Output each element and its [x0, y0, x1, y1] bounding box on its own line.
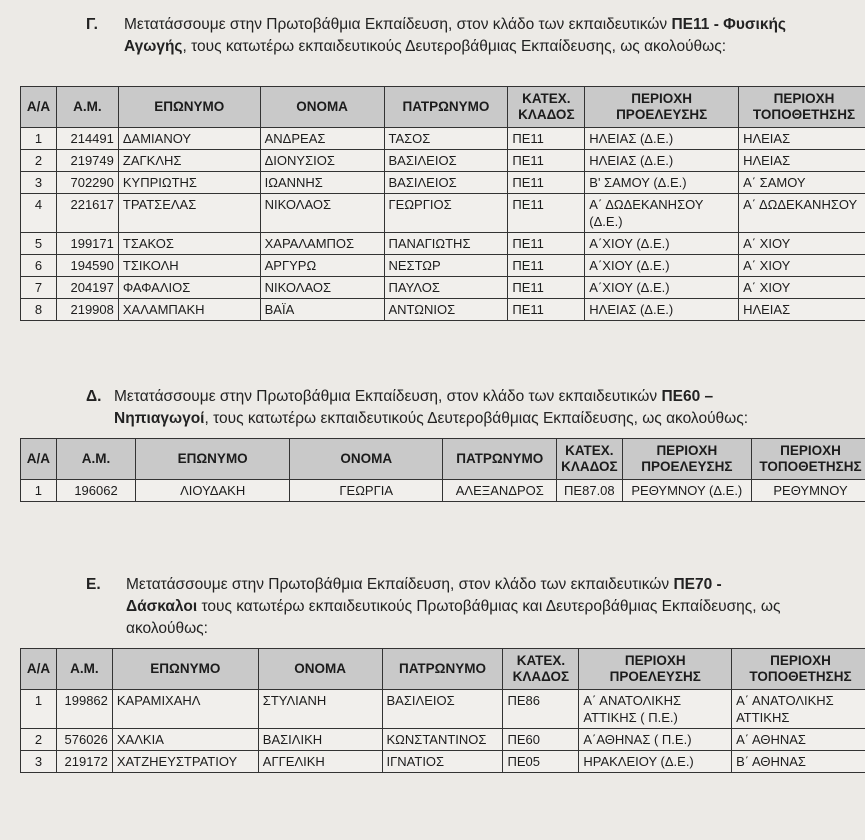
cell-klados: ΠΕ11	[508, 194, 585, 233]
section-g-text-pre: Μετατάσσουμε στην Πρωτοβάθμια Εκπαίδευση, στον κλάδο των εκπαιδευτικών	[124, 16, 672, 33]
cell-proeleusi: Α΄ΑΘΗΝΑΣ ( Π.Ε.)	[579, 729, 732, 751]
cell-topothetisi: ΡΕΘΥΜΝΟΥ	[752, 480, 865, 502]
cell-topothetisi: ΗΛΕΙΑΣ	[739, 299, 865, 321]
cell-onoma: ΔΙΟΝΥΣΙΟΣ	[260, 150, 384, 172]
section-g-paragraph	[86, 14, 786, 58]
cell-am: 219172	[56, 751, 112, 773]
cell-aa: 3	[21, 172, 57, 194]
cell-topothetisi: Α΄ ΔΩΔΕΚΑΝΗΣΟΥ	[739, 194, 865, 233]
cell-onoma: ΒΑΪΑ	[260, 299, 384, 321]
cell-topothetisi: Α΄ ΑΝΑΤΟΛΙΚΗΣ ΑΤΤΙΚΗΣ	[732, 690, 865, 729]
cell-topothetisi: Α΄ ΑΘΗΝΑΣ	[732, 729, 865, 751]
cell-eponymo: ΤΡΑΤΣΕΛΑΣ	[118, 194, 260, 233]
column-header-klados: ΚΑΤΕΧ. ΚΛΑΔΟΣ	[503, 649, 579, 690]
cell-klados: ΠΕ11	[508, 128, 585, 150]
cell-patronymo: ΤΑΣΟΣ	[384, 128, 508, 150]
cell-topothetisi: ΗΛΕΙΑΣ	[739, 150, 865, 172]
cell-eponymo: ΖΑΓΚΛΗΣ	[118, 150, 260, 172]
section-e-table	[20, 648, 865, 773]
cell-am: 199862	[56, 690, 112, 729]
cell-patronymo: ΙΓΝΑΤΙΟΣ	[382, 751, 503, 773]
table-row	[21, 128, 865, 150]
cell-onoma: ΣΤΥΛΙΑΝΗ	[258, 690, 382, 729]
column-header-topothetisi: ΠΕΡΙΟΧΗ ΤΟΠΟΘΕΤΗΣΗΣ	[752, 439, 865, 480]
cell-proeleusi: Β' ΣΑΜΟΥ (Δ.Ε.)	[585, 172, 739, 194]
cell-proeleusi: Α΄ΧΙΟΥ (Δ.Ε.)	[585, 233, 739, 255]
table-row	[21, 299, 865, 321]
cell-patronymo: ΚΩΝΣΤΑΝΤΙΝΟΣ	[382, 729, 503, 751]
cell-patronymo: ΒΑΣΙΛΕΙΟΣ	[382, 690, 503, 729]
cell-proeleusi: ΗΛΕΙΑΣ (Δ.Ε.)	[585, 150, 739, 172]
cell-topothetisi: Α΄ ΣΑΜΟΥ	[739, 172, 865, 194]
column-header-aa: Α/Α	[21, 87, 57, 128]
section-d-text-post: , τους κατωτέρω εκπαιδευτικούς Δευτεροβάθμιας Εκπαίδευσης, ως ακολούθως:	[204, 410, 749, 427]
cell-proeleusi: ΗΡΑΚΛΕΙΟΥ (Δ.Ε.)	[579, 751, 732, 773]
cell-am: 576026	[56, 729, 112, 751]
cell-am: 194590	[56, 255, 118, 277]
cell-aa: 5	[21, 233, 57, 255]
cell-onoma: ΒΑΣΙΛΙΚΗ	[258, 729, 382, 751]
cell-onoma: ΙΩΑΝΝΗΣ	[260, 172, 384, 194]
cell-am: 199171	[56, 233, 118, 255]
cell-proeleusi: ΗΛΕΙΑΣ (Δ.Ε.)	[585, 299, 739, 321]
cell-klados: ΠΕ87.08	[557, 480, 622, 502]
cell-aa: 1	[21, 128, 57, 150]
table-row	[21, 233, 865, 255]
table-header-row	[21, 649, 865, 690]
table-row	[21, 255, 865, 277]
cell-patronymo: ΑΛΕΞΑΝΔΡΟΣ	[443, 480, 557, 502]
cell-klados: ΠΕ11	[508, 299, 585, 321]
cell-onoma: ΑΝΔΡΕΑΣ	[260, 128, 384, 150]
cell-proeleusi: ΡΕΘΥΜΝΟΥ (Δ.Ε.)	[622, 480, 751, 502]
cell-eponymo: ΚΥΠΡΙΩΤΗΣ	[118, 172, 260, 194]
column-header-aa: Α/Α	[21, 649, 57, 690]
cell-am: 219908	[56, 299, 118, 321]
column-header-patronymo: ΠΑΤΡΩΝΥΜΟ	[384, 87, 508, 128]
section-d-table	[20, 438, 865, 502]
cell-klados: ΠΕ05	[503, 751, 579, 773]
column-header-topothetisi: ΠΕΡΙΟΧΗ ΤΟΠΟΘΕΤΗΣΗΣ	[732, 649, 865, 690]
cell-am: 214491	[56, 128, 118, 150]
cell-topothetisi: Β΄ ΑΘΗΝΑΣ	[732, 751, 865, 773]
column-header-proeleusi: ΠΕΡΙΟΧΗ ΠΡΟΕΛΕΥΣΗΣ	[622, 439, 751, 480]
table-header-row	[21, 439, 865, 480]
cell-klados: ΠΕ11	[508, 150, 585, 172]
cell-eponymo: ΧΑΤΖΗΕΥΣΤΡΑΤΙΟΥ	[112, 751, 258, 773]
cell-patronymo: ΝΕΣΤΩΡ	[384, 255, 508, 277]
table-row	[21, 194, 865, 233]
column-header-eponymo: ΕΠΩΝΥΜΟ	[118, 87, 260, 128]
cell-proeleusi: Α΄ΧΙΟΥ (Δ.Ε.)	[585, 277, 739, 299]
cell-am: 702290	[56, 172, 118, 194]
cell-eponymo: ΚΑΡΑΜΙΧΑΗΛ	[112, 690, 258, 729]
table-row	[21, 172, 865, 194]
cell-aa: 2	[21, 729, 57, 751]
cell-aa: 7	[21, 277, 57, 299]
column-header-eponymo: ΕΠΩΝΥΜΟ	[136, 439, 290, 480]
cell-eponymo: ΤΣΙΚΟΛΗ	[118, 255, 260, 277]
column-header-aa: Α/Α	[21, 439, 57, 480]
cell-aa: 8	[21, 299, 57, 321]
cell-aa: 1	[21, 480, 57, 502]
section-d-letter: Δ.	[86, 388, 102, 405]
cell-eponymo: ΦΑΦΑΛΙΟΣ	[118, 277, 260, 299]
cell-klados: ΠΕ11	[508, 172, 585, 194]
column-header-am: Α.Μ.	[56, 439, 136, 480]
column-header-patronymo: ΠΑΤΡΩΝΥΜΟ	[443, 439, 557, 480]
section-e-letter: Ε.	[86, 576, 101, 593]
cell-onoma: ΑΓΓΕΛΙΚΗ	[258, 751, 382, 773]
cell-patronymo: ΒΑΣΙΛΕΙΟΣ	[384, 172, 508, 194]
cell-patronymo: ΒΑΣΙΛΕΙΟΣ	[384, 150, 508, 172]
table-row	[21, 277, 865, 299]
cell-onoma: ΧΑΡΑΛΑΜΠΟΣ	[260, 233, 384, 255]
cell-topothetisi: ΗΛΕΙΑΣ	[739, 128, 865, 150]
cell-topothetisi: Α΄ ΧΙΟΥ	[739, 255, 865, 277]
cell-proeleusi: Α΄ ΑΝΑΤΟΛΙΚΗΣ ΑΤΤΙΚΗΣ ( Π.Ε.)	[579, 690, 732, 729]
cell-eponymo: ΧΑΛΚΙΑ	[112, 729, 258, 751]
cell-proeleusi: ΗΛΕΙΑΣ (Δ.Ε.)	[585, 128, 739, 150]
cell-onoma: ΑΡΓΥΡΩ	[260, 255, 384, 277]
table-row	[21, 480, 865, 502]
column-header-proeleusi: ΠΕΡΙΟΧΗ ΠΡΟΕΛΕΥΣΗΣ	[585, 87, 739, 128]
cell-onoma: ΝΙΚΟΛΑΟΣ	[260, 194, 384, 233]
table-row	[21, 751, 865, 773]
section-g-letter: Γ.	[86, 16, 98, 33]
cell-topothetisi: Α΄ ΧΙΟΥ	[739, 233, 865, 255]
cell-eponymo: ΔΑΜΙΑΝΟΥ	[118, 128, 260, 150]
cell-am: 196062	[56, 480, 136, 502]
section-g-table	[20, 86, 865, 321]
cell-onoma: ΝΙΚΟΛΑΟΣ	[260, 277, 384, 299]
column-header-onoma: ΟΝΟΜΑ	[260, 87, 384, 128]
section-d-text-pre: Μετατάσσουμε στην Πρωτοβάθμια Εκπαίδευση, στον κλάδο των εκπαιδευτικών	[114, 388, 662, 405]
cell-onoma: ΓΕΩΡΓΙΑ	[290, 480, 443, 502]
table-row	[21, 690, 865, 729]
cell-aa: 1	[21, 690, 57, 729]
section-e-bold: ΠΕ70 - Δάσκαλοι	[126, 576, 722, 615]
section-g-text-post: , τους κατωτέρω εκπαιδευτικούς Δευτεροβάθμιας Εκπαίδευσης, ως ακολούθως:	[182, 38, 727, 55]
section-d-paragraph	[86, 386, 806, 430]
cell-klados: ΠΕ11	[508, 255, 585, 277]
cell-proeleusi: Α΄ΧΙΟΥ (Δ.Ε.)	[585, 255, 739, 277]
section-e-text-post: τους κατωτέρω εκπαιδευτικούς Πρωτοβάθμιας και Δευτεροβάθμιας Εκπαίδευσης, ως ακολούθως:	[126, 598, 781, 637]
cell-aa: 6	[21, 255, 57, 277]
column-header-eponymo: ΕΠΩΝΥΜΟ	[112, 649, 258, 690]
cell-klados: ΠΕ11	[508, 277, 585, 299]
table-row	[21, 150, 865, 172]
cell-topothetisi: Α΄ ΧΙΟΥ	[739, 277, 865, 299]
section-g-bold: ΠΕ11 - Φυσικής Αγωγής	[124, 16, 786, 55]
cell-patronymo: ΑΝΤΩΝΙΟΣ	[384, 299, 508, 321]
column-header-onoma: ΟΝΟΜΑ	[290, 439, 443, 480]
column-header-am: Α.Μ.	[56, 649, 112, 690]
cell-klados: ΠΕ86	[503, 690, 579, 729]
cell-am: 221617	[56, 194, 118, 233]
cell-patronymo: ΓΕΩΡΓΙΟΣ	[384, 194, 508, 233]
column-header-patronymo: ΠΑΤΡΩΝΥΜΟ	[382, 649, 503, 690]
section-e-text-pre: Μετατάσσουμε στην Πρωτοβάθμια Εκπαίδευση, στον κλάδο των εκπαιδευτικών	[126, 576, 674, 593]
column-header-klados: ΚΑΤΕΧ. ΚΛΑΔΟΣ	[557, 439, 622, 480]
cell-eponymo: ΤΣΑΚΟΣ	[118, 233, 260, 255]
section-d-bold: ΠΕ60 – Νηπιαγωγοί	[114, 388, 714, 427]
table-header-row	[21, 87, 865, 128]
cell-eponymo: ΧΑΛΑΜΠΑΚΗ	[118, 299, 260, 321]
cell-aa: 3	[21, 751, 57, 773]
table-row	[21, 729, 865, 751]
cell-am: 219749	[56, 150, 118, 172]
cell-aa: 2	[21, 150, 57, 172]
cell-klados: ΠΕ60	[503, 729, 579, 751]
cell-patronymo: ΠΑΥΛΟΣ	[384, 277, 508, 299]
column-header-am: Α.Μ.	[56, 87, 118, 128]
cell-am: 204197	[56, 277, 118, 299]
cell-aa: 4	[21, 194, 57, 233]
cell-klados: ΠΕ11	[508, 233, 585, 255]
cell-patronymo: ΠΑΝΑΓΙΩΤΗΣ	[384, 233, 508, 255]
column-header-proeleusi: ΠΕΡΙΟΧΗ ΠΡΟΕΛΕΥΣΗΣ	[579, 649, 732, 690]
cell-eponymo: ΛΙΟΥΔΑΚΗ	[136, 480, 290, 502]
column-header-klados: ΚΑΤΕΧ. ΚΛΑΔΟΣ	[508, 87, 585, 128]
column-header-topothetisi: ΠΕΡΙΟΧΗ ΤΟΠΟΘΕΤΗΣΗΣ	[739, 87, 865, 128]
section-e-paragraph	[86, 574, 786, 640]
column-header-onoma: ΟΝΟΜΑ	[258, 649, 382, 690]
cell-proeleusi: Α΄ ΔΩΔΕΚΑΝΗΣΟΥ (Δ.Ε.)	[585, 194, 739, 233]
